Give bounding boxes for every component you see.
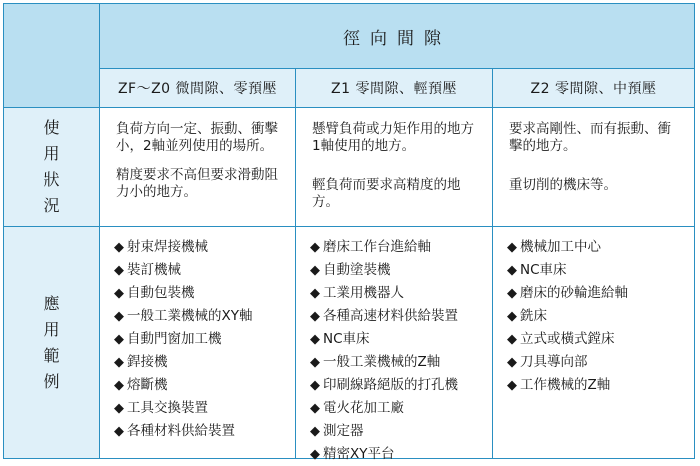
diamond-bullet-icon: ◆ [310,240,320,255]
list-item-label: 工具交換裝置 [127,400,208,416]
list-item-label: 磨床的砂輪進給軸 [520,285,628,301]
diamond-bullet-icon: ◆ [114,332,124,347]
list-item-label: 射束焊接機械 [127,239,208,255]
spec-table [3,3,695,462]
grid-line [4,226,694,227]
table-title: 徑向間隙 [343,28,451,49]
diamond-bullet-icon: ◆ [507,378,517,393]
list-item [310,305,492,328]
column-header: Z1 零間隙、輕預壓 [331,81,457,97]
list-item [507,305,694,328]
list-item [114,374,295,397]
list-item [310,374,492,397]
list-item [507,374,694,397]
list-item-label: 立式或橫式鏜床 [520,331,615,347]
list-item [114,351,295,374]
list-item-label: 自動塗裝機 [323,262,391,278]
row-label-application [4,227,99,458]
diamond-bullet-icon: ◆ [507,240,517,255]
grid-line [99,68,694,69]
list-item-label: 熔斷機 [127,377,168,393]
list-item-label: 刀具導向部 [520,354,588,370]
list-item [310,282,492,305]
list-item [507,282,694,305]
header-col-2 [296,69,492,107]
list-item-label: 一般工業機械的Z軸 [323,354,441,370]
row-label-text: 應 用 範 例 [43,293,60,391]
row-label-usage [4,108,99,226]
list-item-label: 各種材料供給裝置 [127,423,235,439]
usage-cell-1: 負荷方向一定、振動、衝擊小，2軸並列使用的場所。 精度要求不高但要求滑動阻力小的地方。 [116,121,278,200]
diamond-bullet-icon: ◆ [310,378,320,393]
list-item-label: 機械加工中心 [520,239,601,255]
list-item [507,259,694,282]
diamond-bullet-icon: ◆ [310,424,320,439]
usage-cell-2: 懸臂負荷或力矩作用的地方1軸使用的地方。 輕負荷而要求高精度的地方。 [312,121,474,210]
list-item-label: 工作機械的Z軸 [520,377,611,393]
diamond-bullet-icon: ◆ [114,424,124,439]
header-col-3 [493,69,694,107]
grid-line [295,68,296,458]
list-item [310,259,492,282]
list-item-label: 裝訂機械 [127,262,181,278]
list-item-label: NC車床 [520,262,567,278]
list-item-label: 測定器 [323,423,364,439]
diamond-bullet-icon: ◆ [507,355,517,370]
list-item [114,397,295,420]
list-item-label: 銑床 [520,308,547,324]
list-item [114,328,295,351]
diamond-bullet-icon: ◆ [310,401,320,416]
list-item [114,236,295,259]
list-item-label: 磨床工作台進給軸 [323,239,431,255]
diamond-bullet-icon: ◆ [507,286,517,301]
list-item [310,397,492,420]
diamond-bullet-icon: ◆ [310,263,320,278]
column-header: Z2 零間隙、中預壓 [530,81,657,97]
diamond-bullet-icon: ◆ [507,263,517,278]
grid-line [99,4,100,458]
application-list-2 [296,236,492,466]
list-item [310,328,492,351]
list-item [114,305,295,328]
diamond-bullet-icon: ◆ [310,309,320,324]
diamond-bullet-icon: ◆ [114,378,124,393]
list-item [507,328,694,351]
list-item-label: 印刷線路絕版的打孔機 [323,377,458,393]
list-item [310,443,492,466]
list-item [310,351,492,374]
list-item-label: 自動門窗加工機 [127,331,222,347]
grid-line [4,107,694,108]
usage-cell-3: 要求高剛性、而有振動、衝擊的地方。 重切削的機床等。 [509,121,671,193]
diamond-bullet-icon: ◆ [310,332,320,347]
column-header: ZF～Z0 微間隙、零預壓 [117,81,278,97]
list-item [507,236,694,259]
diamond-bullet-icon: ◆ [114,355,124,370]
diamond-bullet-icon: ◆ [114,286,124,301]
corner-cell [4,4,99,107]
header-col-1 [100,69,295,107]
list-item-label: 銲接機 [127,354,168,370]
list-item [507,351,694,374]
header-title-cell [100,4,694,68]
diamond-bullet-icon: ◆ [310,355,320,370]
diamond-bullet-icon: ◆ [507,332,517,347]
list-item [114,420,295,443]
diamond-bullet-icon: ◆ [114,263,124,278]
list-item-label: 一般工業機械的XY軸 [127,308,253,324]
diamond-bullet-icon: ◆ [114,401,124,416]
diamond-bullet-icon: ◆ [310,286,320,301]
list-item-label: 精密XY平台 [323,446,395,462]
application-list-1 [100,236,295,443]
row-label-text: 使 用 狀 況 [43,118,60,215]
diamond-bullet-icon: ◆ [507,309,517,324]
grid-line [492,68,493,458]
application-list-3 [493,236,694,397]
list-item-label: NC車床 [323,331,370,347]
list-item-label: 各種高速材料供給裝置 [323,308,458,324]
list-item [310,236,492,259]
list-item-label: 電火花加工廠 [323,400,404,416]
diamond-bullet-icon: ◆ [114,240,124,255]
list-item [114,259,295,282]
list-item [114,282,295,305]
list-item [310,420,492,443]
diamond-bullet-icon: ◆ [114,309,124,324]
list-item-label: 工業用機器人 [323,285,404,301]
list-item-label: 自動包裝機 [127,285,195,301]
diamond-bullet-icon: ◆ [310,447,320,462]
